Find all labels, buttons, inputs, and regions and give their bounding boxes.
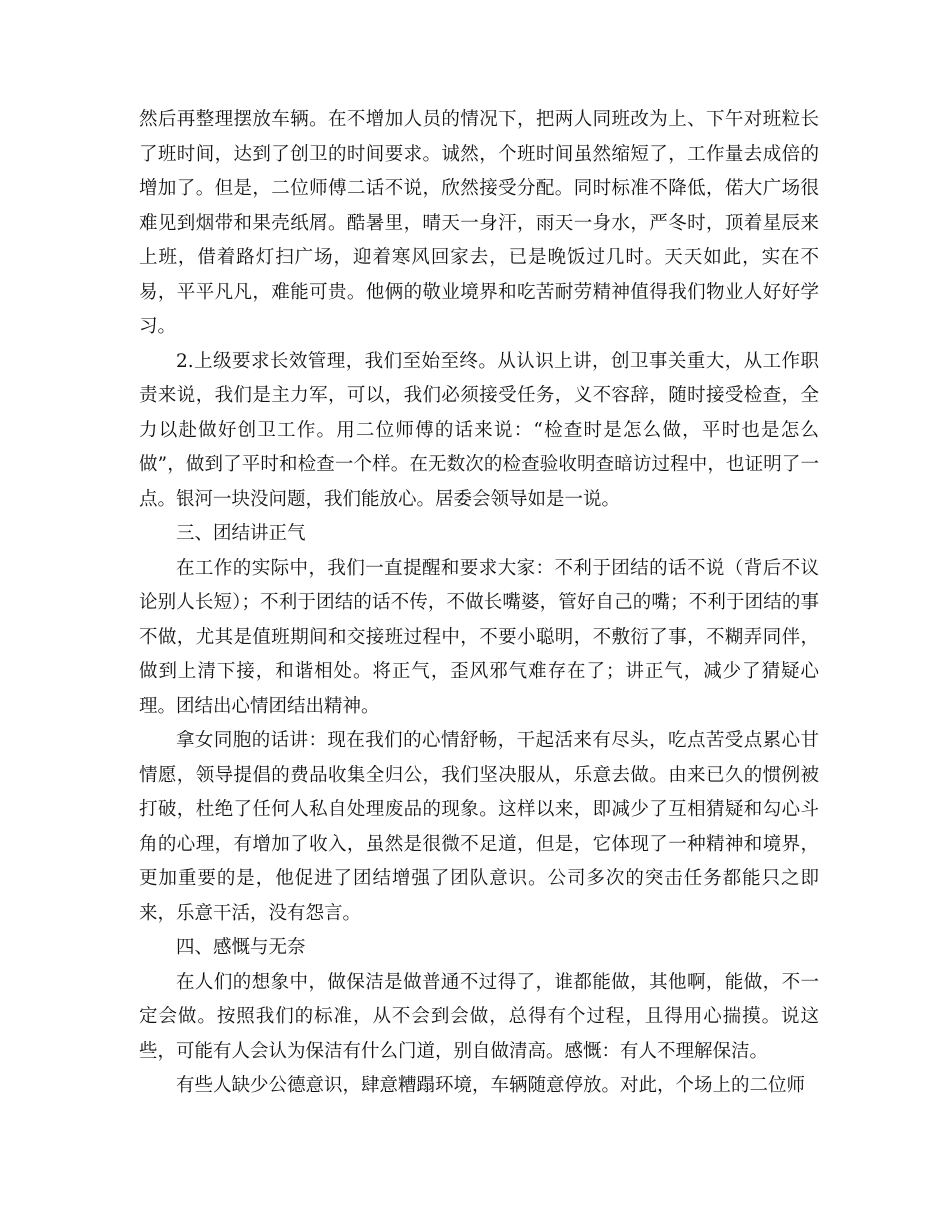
paragraph-public-morality: 有些人缺少公德意识，肆意糟蹋环境，车辆随意停放。对此，个场上的二位师 xyxy=(176,1075,806,1096)
document-page xyxy=(139,103,819,1104)
paragraph-female-colleagues: 拿女同胞的话讲：现在我们的心情舒畅，干起活来有尽头，吃点苦受点累心甘情愿，领导提倡的费品收集全归公，我们坚决服从，乐意去做。由来已久的惯例被打破，杜绝了任何人私自处理废品的现象。这样以来，即减少了互相猜疑和勾心斗角的心理，有增加了收入，虽然是很微不足道，但是，它体现了一种精神和境界，更加重要的是，他促进了团结增强了团队意识。公司多次的突击任务都能只之即来，乐意干活，没有怨言。 xyxy=(139,730,819,924)
paragraph-unity-requirements: 在工作的实际中，我们一直提醒和要求大家：不利于团结的话不说（背后不议论别人长短）；不利于团结的话不传，不做长嘴婆，管好自己的嘴；不利于团结的事不做，尤其是值班期间和交接班过程中，不要小聪明，不敷衍了事，不糊弄同伴，做到上清下接，和谐相处。将正气，歪风邪气难存在了；讲正气，减少了猜疑心理。团结出心情团结出精神。 xyxy=(139,557,819,717)
paragraph-imagination: 在人们的想象中，做保洁是做普通不过得了，谁都能做，其他啊，能做，不一定会做。按照我们的标准，从不会到会做，总得有个过程，且得用心揣摸。说这些，可能有人会认为保洁有什么门道，别自做清高。感慨：有人不理解保洁。 xyxy=(139,971,819,1062)
paragraph-continuation: 然后再整理摆放车辆。在不增加人员的情况下，把两人同班改为上、下午对班粒长了班时间，达到了创卫的时间要求。诚然，个班时间虽然缩短了，工作量去成倍的增加了。但是，二位师傅二话不说，欣然接受分配。同时标准不降低，偌大广场很难见到烟带和果壳纸屑。酷暑里，晴天一身汗，雨天一身水，严冬时，顶着星辰来上班，借着路灯扫广场，迎着寒风回家去，已是晚饭过几时。天天如此，实在不易，平平凡凡，难能可贵。他俩的敬业境界和吃苦耐劳精神值得我们物业人好好学习。 xyxy=(139,109,819,337)
paragraph-long-term-management: 2.上级要求长效管理，我们至始至终。从认识上讲，创卫事关重大，从工作职责来说，我们是主力军，可以，我们必须接受任务，义不容辞，随时接受检查，全力以赴做好创卫工作。用二位师傅的话来说：“检查时是怎么做，平时也是怎么做”，做到了平时和检查一个样。在无数次的检查验收明查暗访过程中，也证明了一点。银河一块没问题，我们能放心。居委会领导如是一说。 xyxy=(139,350,819,510)
section-heading-unity: 三、团结讲正气 xyxy=(176,523,306,544)
section-heading-reflections: 四、感慨与无奈 xyxy=(176,937,306,958)
